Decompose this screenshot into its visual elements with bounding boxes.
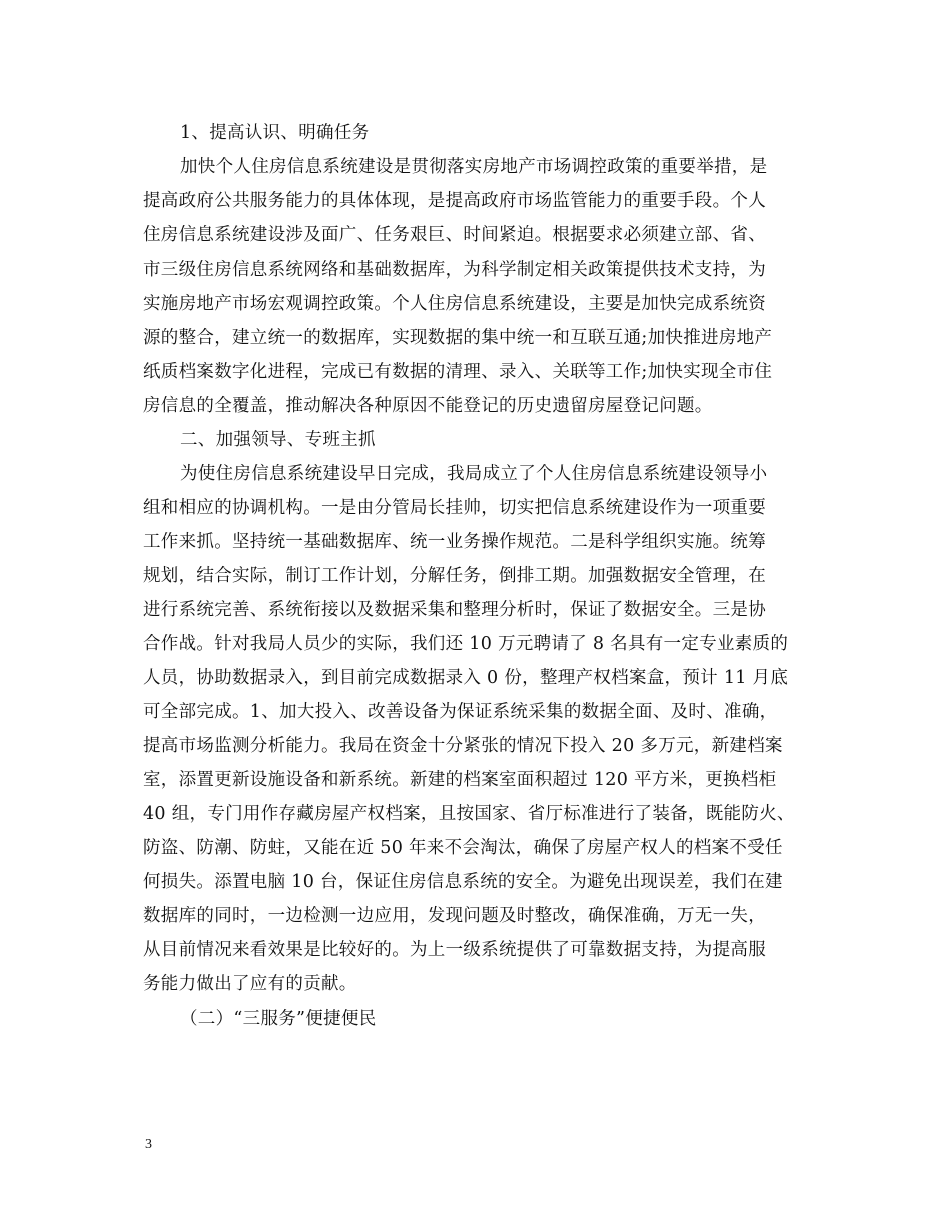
paragraph-line: 进行系统完善、系统衔接以及数据采集和整理分析时，保证了数据安全。三是协 bbox=[143, 600, 766, 620]
paragraph-line: 40 组，专门用作存藏房屋产权档案，且按国家、省厅标准进行了装备，既能防火、 bbox=[143, 804, 795, 824]
paragraph-line: 实施房地产市场宏观调控政策。个人住房信息系统建设，主要是加快完成系统资 bbox=[143, 294, 766, 314]
paragraph-line: 提高市场监测分析能力。我局在资金十分紧张的情况下投入 20 多万元，新建档案 bbox=[143, 736, 783, 756]
paragraph-line: 室，添置更新设施设备和新系统。新建的档案室面积超过 120 平方米，更换档柜 bbox=[143, 770, 777, 790]
paragraph-line: 组和相应的协调机构。一是由分管局长挂帅，切实把信息系统建设作为一项重要 bbox=[143, 498, 766, 518]
paragraph-line: 工作来抓。坚持统一基础数据库、统一业务操作规范。二是科学组织实施。统筹 bbox=[143, 532, 766, 552]
heading-1: 1、提高认识、明确任务 bbox=[180, 123, 370, 143]
paragraph-line: 人员，协助数据录入，到目前完成数据录入 0 份，整理产权档案盒，预计 11 月底 bbox=[143, 668, 789, 688]
paragraph-line: 纸质档案数字化进程，完成已有数据的清理、录入、关联等工作;加快实现全市住 bbox=[143, 362, 773, 382]
paragraph-line: 住房信息系统建设涉及面广、任务艰巨、时间紧迫。根据要求必须建立部、省、 bbox=[143, 225, 766, 245]
paragraph-line: 房信息的全覆盖，推动解决各种原因不能登记的历史遗留房屋登记问题。 bbox=[143, 396, 713, 416]
heading-2: 二、加强领导、专班主抓 bbox=[180, 430, 376, 450]
paragraph-line: 市三级住房信息系统网络和基础数据库，为科学制定相关政策提供技术支持，为 bbox=[143, 260, 766, 280]
paragraph-line: 可全部完成。1、加大投入、改善设备为保证系统采集的数据全面、及时、准确， bbox=[143, 702, 778, 722]
paragraph-line: 从目前情况来看效果是比较好的。为上一级系统提供了可靠数据支持，为提高服 bbox=[143, 940, 766, 960]
paragraph-line: 何损失。添置电脑 10 台，保证住房信息系统的安全。为避免出现误差，我们在建 bbox=[143, 872, 783, 892]
paragraph-line: 务能力做出了应有的贡献。 bbox=[143, 974, 357, 994]
paragraph-line: 规划，结合实际，制订工作计划，分解任务，倒排工期。加强数据安全管理，在 bbox=[143, 566, 766, 586]
paragraph-line: 防盗、防潮、防蛀，又能在近 50 年来不会淘汰，确保了房屋产权人的档案不受任 bbox=[143, 838, 783, 858]
paragraph-line: 加快个人住房信息系统建设是贯彻落实房地产市场调控政策的重要举措，是 bbox=[180, 157, 768, 177]
page-number: 3 bbox=[145, 1137, 152, 1152]
paragraph-line: 合作战。针对我局人员少的实际，我们还 10 万元聘请了 8 名具有一定专业素质的 bbox=[143, 634, 789, 654]
paragraph-line: 为使住房信息系统建设早日完成，我局成立了个人住房信息系统建设领导小 bbox=[180, 464, 768, 484]
paragraph-line: 源的整合，建立统一的数据库，实现数据的集中统一和互联互通;加快推进房地产 bbox=[143, 328, 773, 348]
paragraph-line: 提高政府公共服务能力的具体体现，是提高政府市场监管能力的重要手段。个人 bbox=[143, 191, 766, 211]
heading-3: （二）“三服务”便捷便民 bbox=[180, 1009, 377, 1029]
paragraph-line: 数据库的同时，一边检测一边应用，发现问题及时整改，确保准确，万无一失， bbox=[143, 906, 766, 926]
